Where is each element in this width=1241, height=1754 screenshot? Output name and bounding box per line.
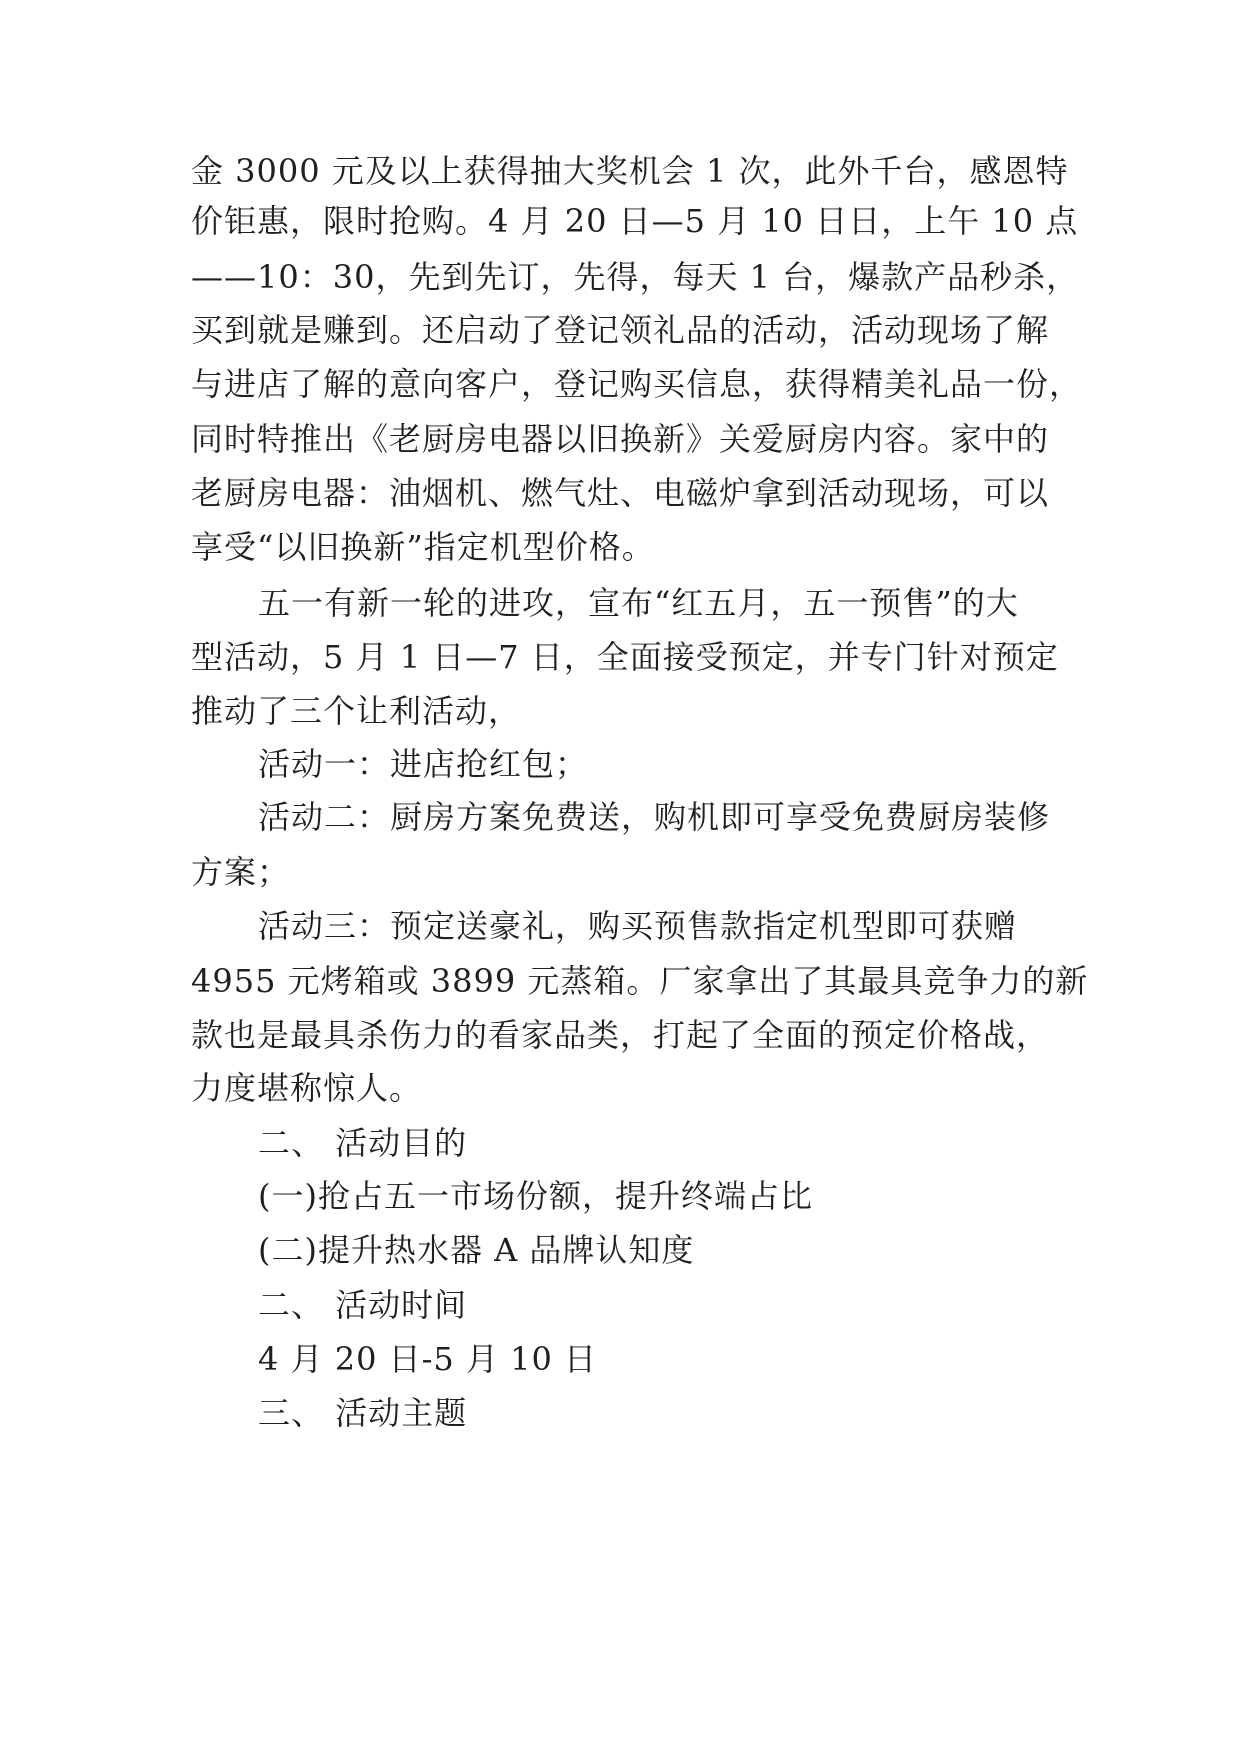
text-line: 与进店了解的意向客户，登记购买信息，获得精美礼品一份， [191, 365, 1083, 403]
text-line: 买到就是赚到。还启动了登记领礼品的活动，活动现场了解 [191, 311, 1050, 349]
text-line: 同时特推出《老厨房电器以旧换新》关爱厨房内容。家中的 [191, 420, 1050, 458]
text-line: 款也是最具杀伤力的看家品类，打起了全面的预定价格战， [191, 1016, 1050, 1054]
text-line: 力度堪称惊人。 [191, 1069, 423, 1107]
purpose-item-1: (一)抢占五一市场份额，提升终端占比 [258, 1177, 813, 1215]
section-heading-time: 二、 活动时间 [258, 1286, 468, 1324]
activity-one: 活动一：进店抢红包； [258, 745, 589, 783]
activity-two: 活动二：厨房方案免费送，购机即可享受免费厨房装修 [258, 798, 1051, 836]
text-line: 推动了三个让利活动， [191, 692, 522, 730]
text-line: 价钜惠，限时抢购。4 月 20 日—5 月 10 日日，上午 10 点 [191, 202, 1079, 240]
text-line: 金 3000 元及以上获得抽大奖机会 1 次，此外千台，感恩特 [191, 152, 1069, 190]
text-line: ——10：30，先到先订，先得，每天 1 台，爆款产品秒杀， [191, 258, 1080, 296]
text-line: 享受“以旧换新”指定机型价格。 [191, 528, 655, 566]
text-line: 4955 元烤箱或 3899 元蒸箱。厂家拿出了其最具竞争力的新 [191, 962, 1089, 1000]
paragraph-first-line: 五一有新一轮的进攻，宣布“红五月，五一预售”的大 [258, 584, 1019, 622]
text-line: 型活动，5 月 1 日—7 日，全面接受预定，并专门针对预定 [191, 638, 1059, 676]
text-line: 方案； [191, 853, 291, 891]
activity-three: 活动三：预定送豪礼，购买预售款指定机型即可获赠 [258, 907, 1018, 945]
section-heading-purpose: 二、 活动目的 [258, 1124, 468, 1162]
activity-date-range: 4 月 20 日-5 月 10 日 [258, 1340, 598, 1378]
text-line: 老厨房电器：油烟机、燃气灶、电磁炉拿到活动现场，可以 [191, 474, 1050, 512]
section-heading-theme: 三、 活动主题 [258, 1394, 468, 1432]
purpose-item-2: (二)提升热水器 A 品牌认知度 [258, 1231, 695, 1269]
